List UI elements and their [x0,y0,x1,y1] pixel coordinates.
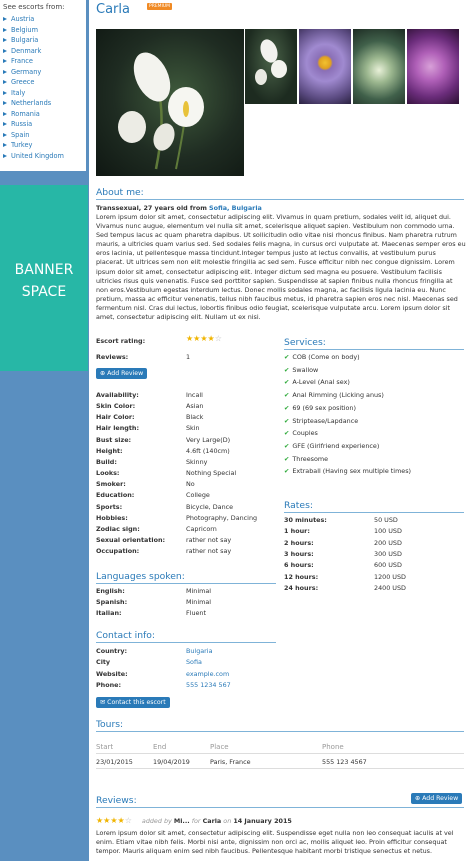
country-name: Spain [11,130,30,139]
rating-stars [186,334,222,343]
row-label: Italian: [96,609,122,618]
row-value: Incall [186,391,203,399]
country-link-greece[interactable] [3,77,84,88]
row-value: 4.6ft (140cm) [186,446,230,455]
tours-cell: 555 123 4567 [322,758,367,766]
caret-right-icon [3,38,7,42]
banner-space[interactable] [0,185,88,371]
checkmark-icon: ✔ [284,403,290,412]
row-value: Sofia [186,658,202,667]
country-list-box [0,0,86,171]
caret-right-icon [3,122,7,126]
rates-heading: Rates: [284,500,313,511]
star-empty-icon: ☆ [124,816,132,825]
calla-lily-thumb-icon [245,29,297,104]
row-value: Bulgaria [186,647,213,655]
summary-prefix: Transsexual, 27 years old from [96,204,207,212]
country-name: United Kingdom [11,151,64,160]
row-label: Bust size: [96,435,132,444]
country-link-france[interactable] [3,56,84,67]
reviews-divider [96,807,464,808]
row-label: Education: [96,491,135,500]
country-list [3,14,84,161]
star-filled-icon: ★ [193,334,201,343]
row-value: No [186,480,195,489]
review-text: Lorem ipsum dolor sit amet, consectetur adipiscing elit. Suspendisse eget nulla non leo consequat iaculis at vel enim. Etiam vitae nibh felis. Morbi nisi ante, dignissim non orci ac, mollis aliquet leo. Proin efficitur consequat tempor. Mauris aliquam enim sed nibh faucibus. Pellentesque habitant morbi tristique senectus et netus. [96,829,454,856]
row-value: Asian [186,402,204,411]
caret-right-icon [3,70,7,74]
country-name: Belgium [11,25,39,34]
row-value: College [186,491,210,500]
country-link-russia[interactable] [3,119,84,130]
row-label: Spanish: [96,598,128,607]
row-value: 555 1234 567 [186,680,231,689]
row-value: rather not say [186,535,232,544]
row-label: 1 hour: [284,527,310,536]
country-link-turkey[interactable] [3,140,84,151]
services-divider [284,349,464,350]
caret-right-icon [3,133,7,137]
service-item [284,442,379,450]
service-item [284,378,350,386]
row-label: Height: [96,446,123,455]
row-label: City [96,658,111,667]
service-item [284,467,411,475]
row-label: Zodiac sign: [96,524,140,533]
about-heading: About me: [96,187,144,198]
service-label: A-Level (Anal sex) [292,378,350,387]
row-value: Black [186,413,204,422]
star-filled-icon: ★ [110,816,118,825]
service-item [284,366,318,374]
service-label: COB (Come on body) [292,353,360,361]
caret-right-icon [3,154,7,158]
service-item [284,404,356,412]
reviews-heading: Reviews: [96,795,137,806]
row-label: Website: [96,669,128,678]
row-value: 1200 USD [374,572,406,581]
tours-cell: 19/04/2019 [153,758,190,766]
thumbnail-photo-4[interactable] [407,29,459,104]
checkmark-icon: ✔ [284,378,290,387]
row-label: Hair Color: [96,413,135,422]
country-link-netherlands[interactable] [3,98,84,109]
country-name: Denmark [11,46,42,55]
calla-lily-photo-icon [96,29,244,176]
star-empty-icon: ☆ [214,334,222,343]
checkmark-icon: ✔ [284,441,290,450]
tours-row-divider [96,768,464,769]
country-name: Germany [11,67,42,76]
row-value: 600 USD [374,561,402,570]
about-text: Lorem ipsum dolor sit amet, consectetur adipiscing elit. Vivamus in quam pretium, sodales velit id, aliquet dui. Vivamus nunc augue, elementum vel nulla sit amet, scelerisque aliquet sapien. Vestibulum non commodo urna. Sed tempus lacus ac quam pharetra dapibus. Ut sollicitudin odio vitae nisi rhoncus finibus. Nam pharetra rutrum mauris, a ultricies quam varius sed. Sed sodales felis magna, in cursus orci vulputate at. Maecenas semper eros eu eros lacinia, ut pellentesque massa tincidunt.Integer tempus justo at lectus convallis, at vestibulum purus placerat. Ut ultrices sem non elit molestie fringilla ac sed sem. Fusce efficitur nibh nec congue dignissim. Lorem ipsum dolor sit amet, consectetur adipiscing elit. Integer dictum sed magna eu posuere. Vestibulum facilisis ultricies risus quis venenatis. Fusce sed porttitor sapien. Suspendisse at sapien finibus nulla rhoncus fringilla at non eros.Vestibulum egestas interdum lectus. Donec mollis sodales magna, ac facilisis ligula lacinia eu. Nunc pretium, massa ac efficitur venenatis, tellus nibh faucibus metus, id pharetra sapien eros nec nisl. Maecenas sed fermentum nisl. Cras dui lectus, lobortis finibus odio feugiat, scelerisque vulputate arcu. Lorem ipsum dolor sit amet, consectetur adipiscing elit. Nullam ut ex nisi. [96,213,466,322]
country-name: France [11,57,33,65]
add-review-button[interactable] [96,368,147,379]
row-label: 30 minutes: [284,516,327,524]
row-label: Smoker: [96,480,126,489]
reviews-add-review-button[interactable] [411,793,462,804]
caret-right-icon [3,17,7,21]
reviews-add-label: Add Review [422,795,459,802]
service-label: GFE (Girlfriend experience) [292,441,380,450]
service-label: Striptease/Lapdance [292,416,359,425]
review-meta [96,816,466,825]
languages-divider [96,583,276,584]
caret-right-icon [3,101,7,105]
country-link-italy[interactable] [3,88,84,99]
row-label: Skin Color: [96,402,136,411]
caret-right-icon [3,143,7,147]
thumbnail-photo-2[interactable] [299,29,351,104]
star-filled-icon: ★ [200,334,208,343]
row-label: English: [96,587,125,595]
banner-text-line2: SPACE [21,284,67,300]
contact-escort-button[interactable] [96,697,170,708]
service-label: Anal Rimming (Licking anus) [292,391,384,400]
checkmark-icon: ✔ [284,391,290,400]
country-name: Greece [11,78,35,86]
row-value: Minimal [186,598,212,607]
review-for: for [191,817,201,825]
tours-header-divider [96,753,464,754]
reviews-label: Reviews: [96,353,129,361]
checkmark-icon: ✔ [284,467,290,476]
rating-label: Escort rating: [96,337,146,345]
row-label: Availability: [96,391,139,399]
country-link-bulgaria[interactable] [3,35,84,46]
row-value: Bicycle, Dance [186,502,234,511]
service-label: Swallow [292,365,319,374]
row-label: Looks: [96,469,120,478]
tours-cell: Paris, France [210,758,251,766]
row-label: 12 hours: [284,572,319,581]
country-name: Turkey [11,141,33,149]
checkmark-icon: ✔ [284,429,290,438]
profile-main [89,0,474,861]
row-label: Hair length: [96,424,140,433]
envelope-icon: ✉ [100,699,108,706]
contact-heading: Contact info: [96,630,155,641]
star-filled-icon: ★ [96,816,104,825]
review-on: on [223,817,232,825]
row-label: Country: [96,647,128,655]
rates-divider [284,512,464,513]
service-item [284,353,360,361]
star-filled-icon: ★ [207,334,215,343]
row-value: 2400 USD [374,583,406,592]
review-stars [96,817,132,825]
row-value: 300 USD [374,549,402,558]
row-value: 50 USD [374,516,398,524]
service-label: 69 (69 sex position) [292,403,356,412]
caret-right-icon [3,112,7,116]
star-filled-icon: ★ [117,816,125,825]
checkmark-icon: ✔ [284,454,290,463]
tours-col-header: Place [210,743,229,751]
banner-text-line1: BANNER [14,262,74,278]
country-link-united-kingdom[interactable] [3,151,84,162]
row-label: 6 hours: [284,561,314,570]
country-link-germany[interactable] [3,67,84,78]
review-for-name: Carla [202,817,222,825]
sidebar [0,0,88,171]
row-value: Nothing Special [186,469,237,478]
row-value: example.com [186,669,230,678]
tours-col-header: Start [96,743,114,751]
about-divider [96,199,464,200]
row-label: Hobbies: [96,513,128,522]
tours-divider [96,731,464,732]
caret-right-icon [3,49,7,53]
row-value: 100 USD [374,527,402,536]
row-label: 24 hours: [284,583,319,592]
country-name: Austria [11,15,35,23]
service-item [284,455,328,463]
thumbnail-photo-1[interactable] [245,29,297,104]
star-filled-icon: ★ [186,334,194,343]
row-value: Very Large(D) [186,435,231,444]
row-value: Skinny [186,457,208,466]
country-name: Russia [11,120,33,128]
tours-col-header: Phone [322,743,344,751]
service-label: Couples [292,429,318,438]
checkmark-icon: ✔ [284,416,290,425]
tours-cell: 23/01/2015 [96,758,133,766]
services-heading: Services: [284,337,326,348]
row-value: Capricorn [186,524,217,533]
row-label: Sports: [96,502,123,511]
row-value: rather not say [186,547,232,556]
checkmark-icon: ✔ [284,365,290,374]
row-label: 3 hours: [284,549,314,558]
caret-right-icon [3,59,7,63]
service-label: Extraball (Having sex multiple times) [292,467,412,476]
service-item [284,429,318,437]
profile-name: Carla [96,2,130,17]
service-item [284,417,358,425]
review-author[interactable]: Mi... [173,817,190,825]
caret-right-icon [3,80,7,84]
tours-heading: Tours: [96,719,124,730]
country-link-spain[interactable] [3,130,84,141]
country-link-denmark[interactable] [3,46,84,57]
caret-right-icon [3,91,7,95]
caret-right-icon [3,28,7,32]
country-link-romania[interactable] [3,109,84,120]
city-link[interactable]: Sofia, Bulgaria [208,204,262,212]
country-list-heading: See escorts from: [3,3,65,11]
country-link-belgium[interactable] [3,25,84,36]
service-item [284,391,384,399]
review-date: 14 January 2015 [233,817,292,825]
main-photo[interactable] [96,29,244,176]
contact-button-label: Contact this escort [107,699,166,706]
contact-divider [96,642,276,643]
star-filled-icon: ★ [103,816,111,825]
row-label: Sexual orientation: [96,535,166,544]
review-added-by: added by [141,817,172,825]
languages-heading: Languages spoken: [96,571,185,582]
row-label: Phone: [96,680,122,689]
service-label: Threesome [292,454,329,463]
profile-summary [96,204,466,212]
tours-col-header: End [153,743,167,751]
row-label: Occupation: [96,547,140,556]
country-name: Bulgaria [11,36,39,44]
add-review-label: Add Review [107,370,144,377]
row-value: Skin [186,424,200,433]
premium-badge: PREMIUM [149,4,171,9]
row-label: 2 hours: [284,538,314,547]
row-value: Photography, Dancing [186,513,258,522]
country-name: Romania [11,109,40,118]
country-name: Italy [11,88,26,97]
country-link-austria[interactable] [3,14,84,25]
row-label: Build: [96,457,117,466]
checkmark-icon: ✔ [284,353,290,361]
thumbnail-photo-3[interactable] [353,29,405,104]
plus-icon: ⊕ [415,795,423,802]
row-value: Fluent [186,609,206,618]
row-value: 200 USD [374,538,402,547]
plus-icon: ⊕ [100,370,108,377]
country-name: Netherlands [11,99,52,107]
reviews-count: 1 [186,353,191,361]
row-value: Minimal [186,587,212,595]
